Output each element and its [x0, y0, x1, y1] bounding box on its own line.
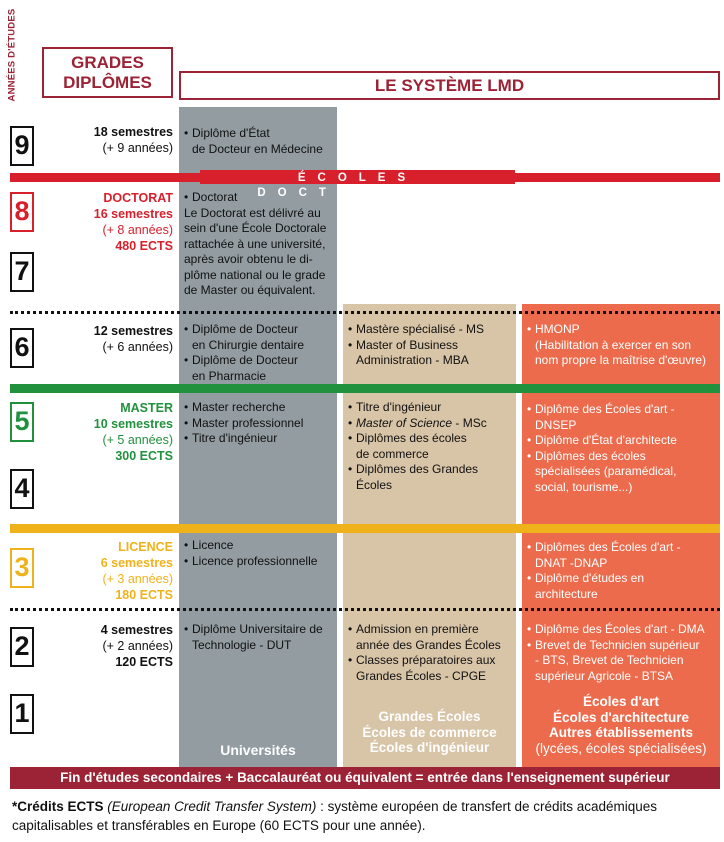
univ-y2-diplomas: • Diplôme Universitaire de Technologie - DUT [184, 622, 336, 653]
ge-y6-diplomas: • Mastère spécialisé - MS • Master of Business Administration - MBA [348, 322, 514, 369]
licence-label: LICENCE 6 semestres (+ 3 années) 180 ECTS [100, 540, 173, 602]
ge-y2-diplomas: • Admission en première année des Grandes Écoles • Classes préparatoires aux Grandes Écoles - CPGE [348, 622, 514, 684]
universites-footer: Universités [220, 742, 296, 758]
univ-master-diplomas: • Master recherche • Master professionnel • Titre d'ingénieur [184, 400, 334, 447]
ecoles-doctorales-banner [200, 170, 515, 199]
year-4-box: 4 [10, 469, 34, 509]
level-9-label: 18 semestres (+ 9 années) [93, 125, 173, 155]
year-9-box: 9 [10, 126, 34, 166]
level-6-label: 12 semestres (+ 6 années) [93, 324, 173, 354]
art-licence-diplomas: • Diplômes des Écoles d'art - DNAT -DNAP • Diplôme d'études en architecture [527, 540, 720, 602]
doctorat-label: DOCTORAT 16 semestres (+ 8 années) 480 ECTS [93, 191, 173, 253]
years-axis-label: ANNÉES D'ÉTUDES [6, 8, 18, 102]
ge-master-diplomas: • Titre d'ingénieur • Master of Science - MSc • Diplômes des écoles de commerce • Diplômes des Grandes Écoles [348, 400, 516, 493]
year-2-box: 2 [10, 627, 34, 667]
art-master-diplomas: • Diplôme des Écoles d'art - DNSEP • Diplôme d'État d'architecte • Diplômes des écoles spécialisées (paramédical, social, tourisme...) [527, 402, 720, 495]
grades-label: GRADES [71, 53, 144, 72]
univ-y9-diplomas: • Diplôme d'État de Docteur en Médecine [184, 126, 334, 157]
year-3-box: 3 [10, 548, 34, 588]
entry-requirement-bar: Fin d'études secondaires + Baccalauréat ou équivalent = entrée dans l'enseignement supérieur [10, 767, 720, 789]
year-8-box: 8 [10, 192, 34, 232]
master-label: MASTER 10 semestres (+ 5 années) 300 ECTS [93, 401, 173, 463]
licence-band [10, 524, 720, 533]
lmd-system-header: LE SYSTÈME LMD [179, 71, 720, 100]
separator-2 [10, 608, 720, 611]
grandes-ecoles-column [343, 304, 516, 767]
year-6-box: 6 [10, 328, 34, 368]
grandes-ecoles-footer: Grandes Écoles Écoles de commerce Écoles d'ingénieur [362, 709, 497, 755]
ecoles-doctorales-label: ÉCOLES DOCTORALES [257, 172, 458, 199]
ects-footnote: *Crédits ECTS (European Credit Transfer System) : système européen de transfert de crédits académiques capitalisables et transférables en Europe (60 ECTS pour une année). [12, 799, 658, 833]
diplomes-label: DIPLÔMES [63, 73, 152, 92]
univ-doctorat-text: • Doctorat Le Doctorat est délivré au sein d'une École Doctorale rattachée à une université, après avoir obtenu le di- plôme national ou le grade de Master ou équivalent. [184, 190, 336, 299]
grades-diplomes-header [42, 47, 173, 98]
level-2-label: 4 semestres (+ 2 années) 120 ECTS [100, 623, 173, 669]
art-y2-diplomas: • Diplôme des Écoles d'art - DMA • Brevet de Technicien supérieur - BTS, Brevet de Technicien supérieur Agricole - BTSA [527, 622, 720, 684]
univ-y6-diplomas: • Diplôme de Docteur en Chirurgie dentaire • Diplôme de Docteur en Pharmacie [184, 322, 334, 384]
separator-6 [10, 311, 720, 314]
art-y6-diplomas: • HMONP (Habilitation à exercer en son nom propre la maîtrise d'œuvre) [527, 322, 720, 369]
year-1-box: 1 [10, 694, 34, 734]
year-7-box: 7 [10, 252, 34, 292]
master-band [10, 384, 720, 393]
year-5-box: 5 [10, 402, 34, 442]
univ-licence-diplomas: • Licence • Licence professionnelle [184, 538, 334, 569]
ecoles-art-footer: Écoles d'art Écoles d'architecture Autres établissements (lycées, écoles spécialisées) [535, 694, 707, 756]
